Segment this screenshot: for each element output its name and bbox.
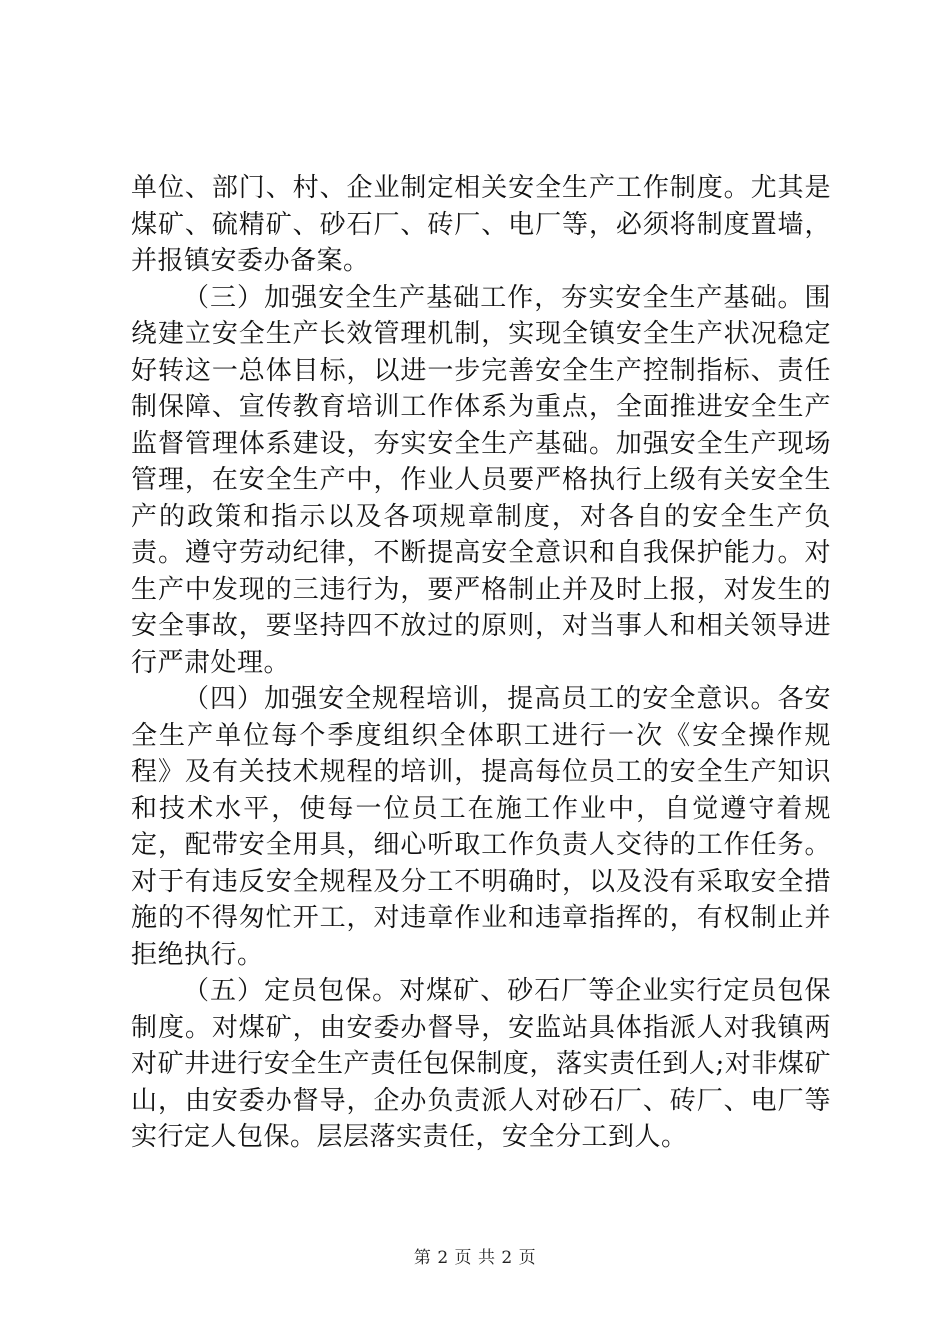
paragraph-section-5: （五）定员包保。对煤矿、砂石厂等企业实行定员包保制度。对煤矿，由安委办督导，安监站具体指派人对我镇两对矿井进行安全生产责任包保制度，落实责任到人;对非煤矿山，由安委办督导，企办负责派人对砂石厂、砖厂、电厂等实行定人包保。层层落实责任，安全分工到人。 (131, 976, 831, 1152)
page-number-footer: 第 2 页 共 2 页 (413, 1248, 537, 1268)
document-body (131, 170, 831, 1156)
paragraph-continuation: 单位、部门、村、企业制定相关安全生产工作制度。尤其是煤矿、硫精矿、砂石厂、砖厂、电厂等，必须将制度置墙，并报镇安委办备案。 (131, 173, 831, 276)
paragraph-section-3: （三）加强安全生产基础工作，夯实安全生产基础。围绕建立安全生产长效管理机制，实现全镇安全生产状况稳定好转这一总体目标，以进一步完善安全生产控制指标、责任制保障、宣传教育培训工作体系为重点，全面推进安全生产监督管理体系建设，夯实安全生产基础。加强安全生产现场管理，在安全生产中，作业人员要严格执行上级有关安全生产的政策和指示以及各项规章制度，对各自的安全生产负责。遵守劳动纪律，不断提高安全意识和自我保护能力。对生产中发现的三违行为，要严格制止并及时上报，对发生的安全事故，要坚持四不放过的原则，对当事人和相关领导进行严肃处理。 (131, 282, 831, 678)
paragraph-section-4: （四）加强安全规程培训，提高员工的安全意识。各安全生产单位每个季度组织全体职工进行一次《安全操作规程》及有关技术规程的培训，提高每位员工的安全生产知识和技术水平，使每一位员工在施工作业中，自觉遵守着规定，配带安全用具，细心听取工作负责人交待的工作任务。对于有违反安全规程及分工不明确时，以及没有采取安全措施的不得匆忙开工，对违章作业和违章指挥的，有权制止并拒绝执行。 (131, 684, 831, 970)
